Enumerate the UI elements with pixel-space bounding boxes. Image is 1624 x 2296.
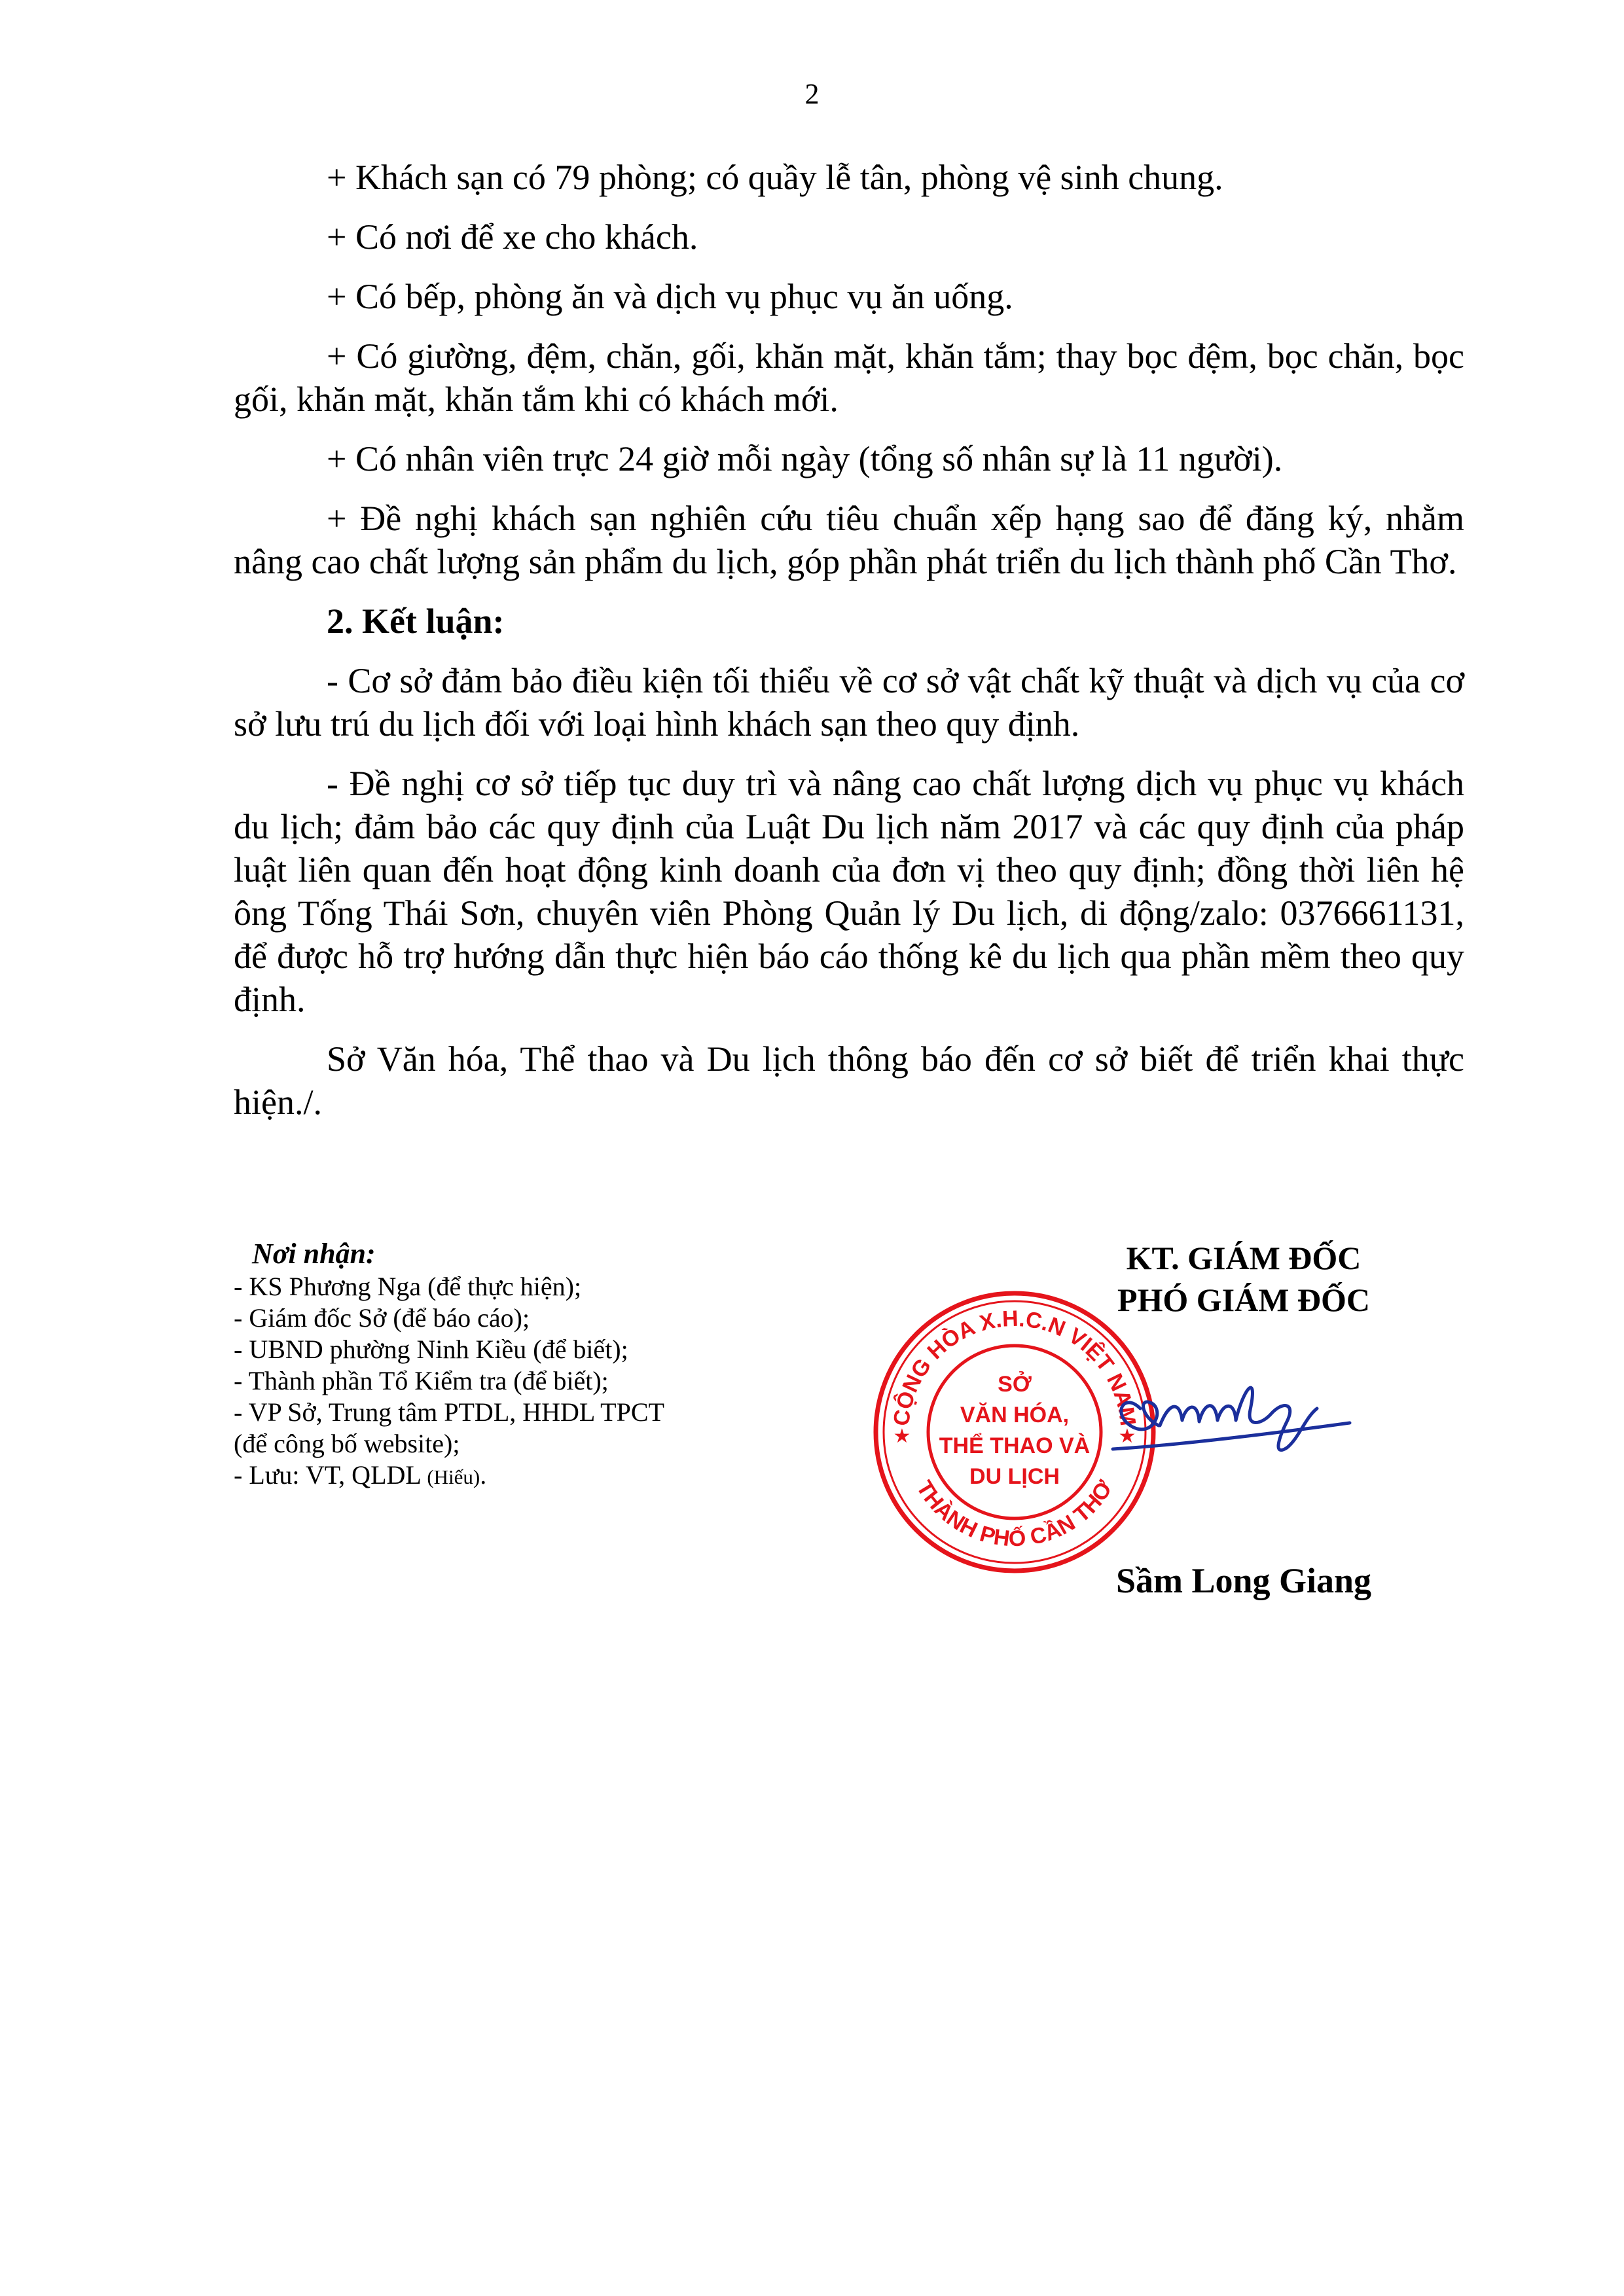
recipients-block	[234, 1237, 823, 1493]
recipient-line: - Thành phần Tổ Kiểm tra (để biết);	[234, 1366, 609, 1395]
recipient-archive-suffix: .	[480, 1460, 487, 1490]
signer-title-line2: PHÓ GIÁM ĐỐC	[1117, 1282, 1371, 1318]
stamp-star-left-icon: ★	[893, 1425, 911, 1448]
paragraph: + Có bếp, phòng ăn và dịch vụ phục vụ ăn uống.	[327, 277, 1013, 316]
paragraph: + Có nhân viên trực 24 giờ mỗi ngày (tổng số nhân sự là 11 người).	[327, 439, 1283, 478]
document-body	[234, 156, 1464, 1140]
paragraph: + Đề nghị khách sạn nghiên cứu tiêu chuẩn xếp hạng sao để đăng ký, nhằm nâng cao chất lượng sản phẩm du lịch, góp phần phát triển du lịch thành phố Cần Thơ.	[234, 499, 1464, 581]
stamp-inner-line: DU LỊCH	[969, 1464, 1060, 1489]
recipients-title: Nơi nhận:	[252, 1238, 376, 1270]
conclusion-paragraph: - Đề nghị cơ sở tiếp tục duy trì và nâng cao chất lượng dịch vụ phục vụ khách du lịch; đảm bảo các quy định của Luật Du lịch năm 2017 và các quy định của pháp luật liên quan đến hoạt động kinh doanh của đơn vị theo quy định; đồng thời liên hệ ông Tống Thái Sơn, chuyên viên Phòng Quản lý Du lịch, di động/zalo: 0376661131, để được hỗ trợ hướng dẫn thực hiện báo cáo thống kê du lịch qua phần mềm theo quy định.	[234, 764, 1464, 1019]
signer-name: Sầm Long Giang	[1115, 1561, 1372, 1600]
recipient-line: - Giám đốc Sở (để báo cáo);	[234, 1303, 530, 1333]
page-number: 2	[804, 78, 820, 110]
recipient-archive-text: - Lưu: VT, QLDL	[234, 1460, 427, 1490]
paragraph: + Khách sạn có 79 phòng; có quầy lễ tân, phòng vệ sinh chung.	[327, 158, 1223, 197]
recipient-line: - VP Sở, Trung tâm PTDL, HHDL TPCT	[234, 1397, 664, 1427]
paragraph: + Có giường, đệm, chăn, gối, khăn mặt, khăn tắm; thay bọc đệm, bọc chăn, bọc gối, khăn mặt, khăn tắm khi có khách mới.	[234, 336, 1464, 419]
recipient-line: (để công bố website);	[234, 1429, 460, 1458]
stamp-star-right-icon: ★	[1118, 1425, 1136, 1448]
recipient-line: - UBND phường Ninh Kiều (để biết);	[234, 1335, 628, 1364]
paragraph: + Có nơi để xe cho khách.	[327, 217, 698, 257]
stamp-inner-line: SỞ	[998, 1372, 1032, 1397]
recipient-archive-note: (Hiếu)	[427, 1465, 480, 1488]
stamp-inner-line: VĂN HÓA,	[960, 1403, 1070, 1427]
stamp-inner-line: THỂ THAO VÀ	[939, 1433, 1091, 1458]
stamp-outer-bottom-text: THÀNH PHỐ CẦN THƠ	[911, 1476, 1118, 1552]
conclusion-heading: 2. Kết luận:	[327, 601, 505, 641]
conclusion-paragraph: - Cơ sở đảm bảo điều kiện tối thiểu về cơ sở vật chất kỹ thuật và dịch vụ của cơ sở lưu trú du lịch đối với loại hình khách sạn theo quy định.	[234, 661, 1464, 744]
signer-title-line1: KT. GIÁM ĐỐC	[1126, 1240, 1362, 1276]
recipient-line: - KS Phương Nga (để thực hiện);	[234, 1272, 582, 1301]
recipient-line-archive	[234, 1460, 823, 1493]
handwritten-signature	[1106, 1361, 1355, 1466]
closing-paragraph: Sở Văn hóa, Thể thao và Du lịch thông báo đến cơ sở biết để triển khai thực hiện./.	[234, 1039, 1464, 1122]
stamp-outer-text: CỘNG HÒA X.H.C.N VIỆT NAM	[888, 1306, 1141, 1427]
